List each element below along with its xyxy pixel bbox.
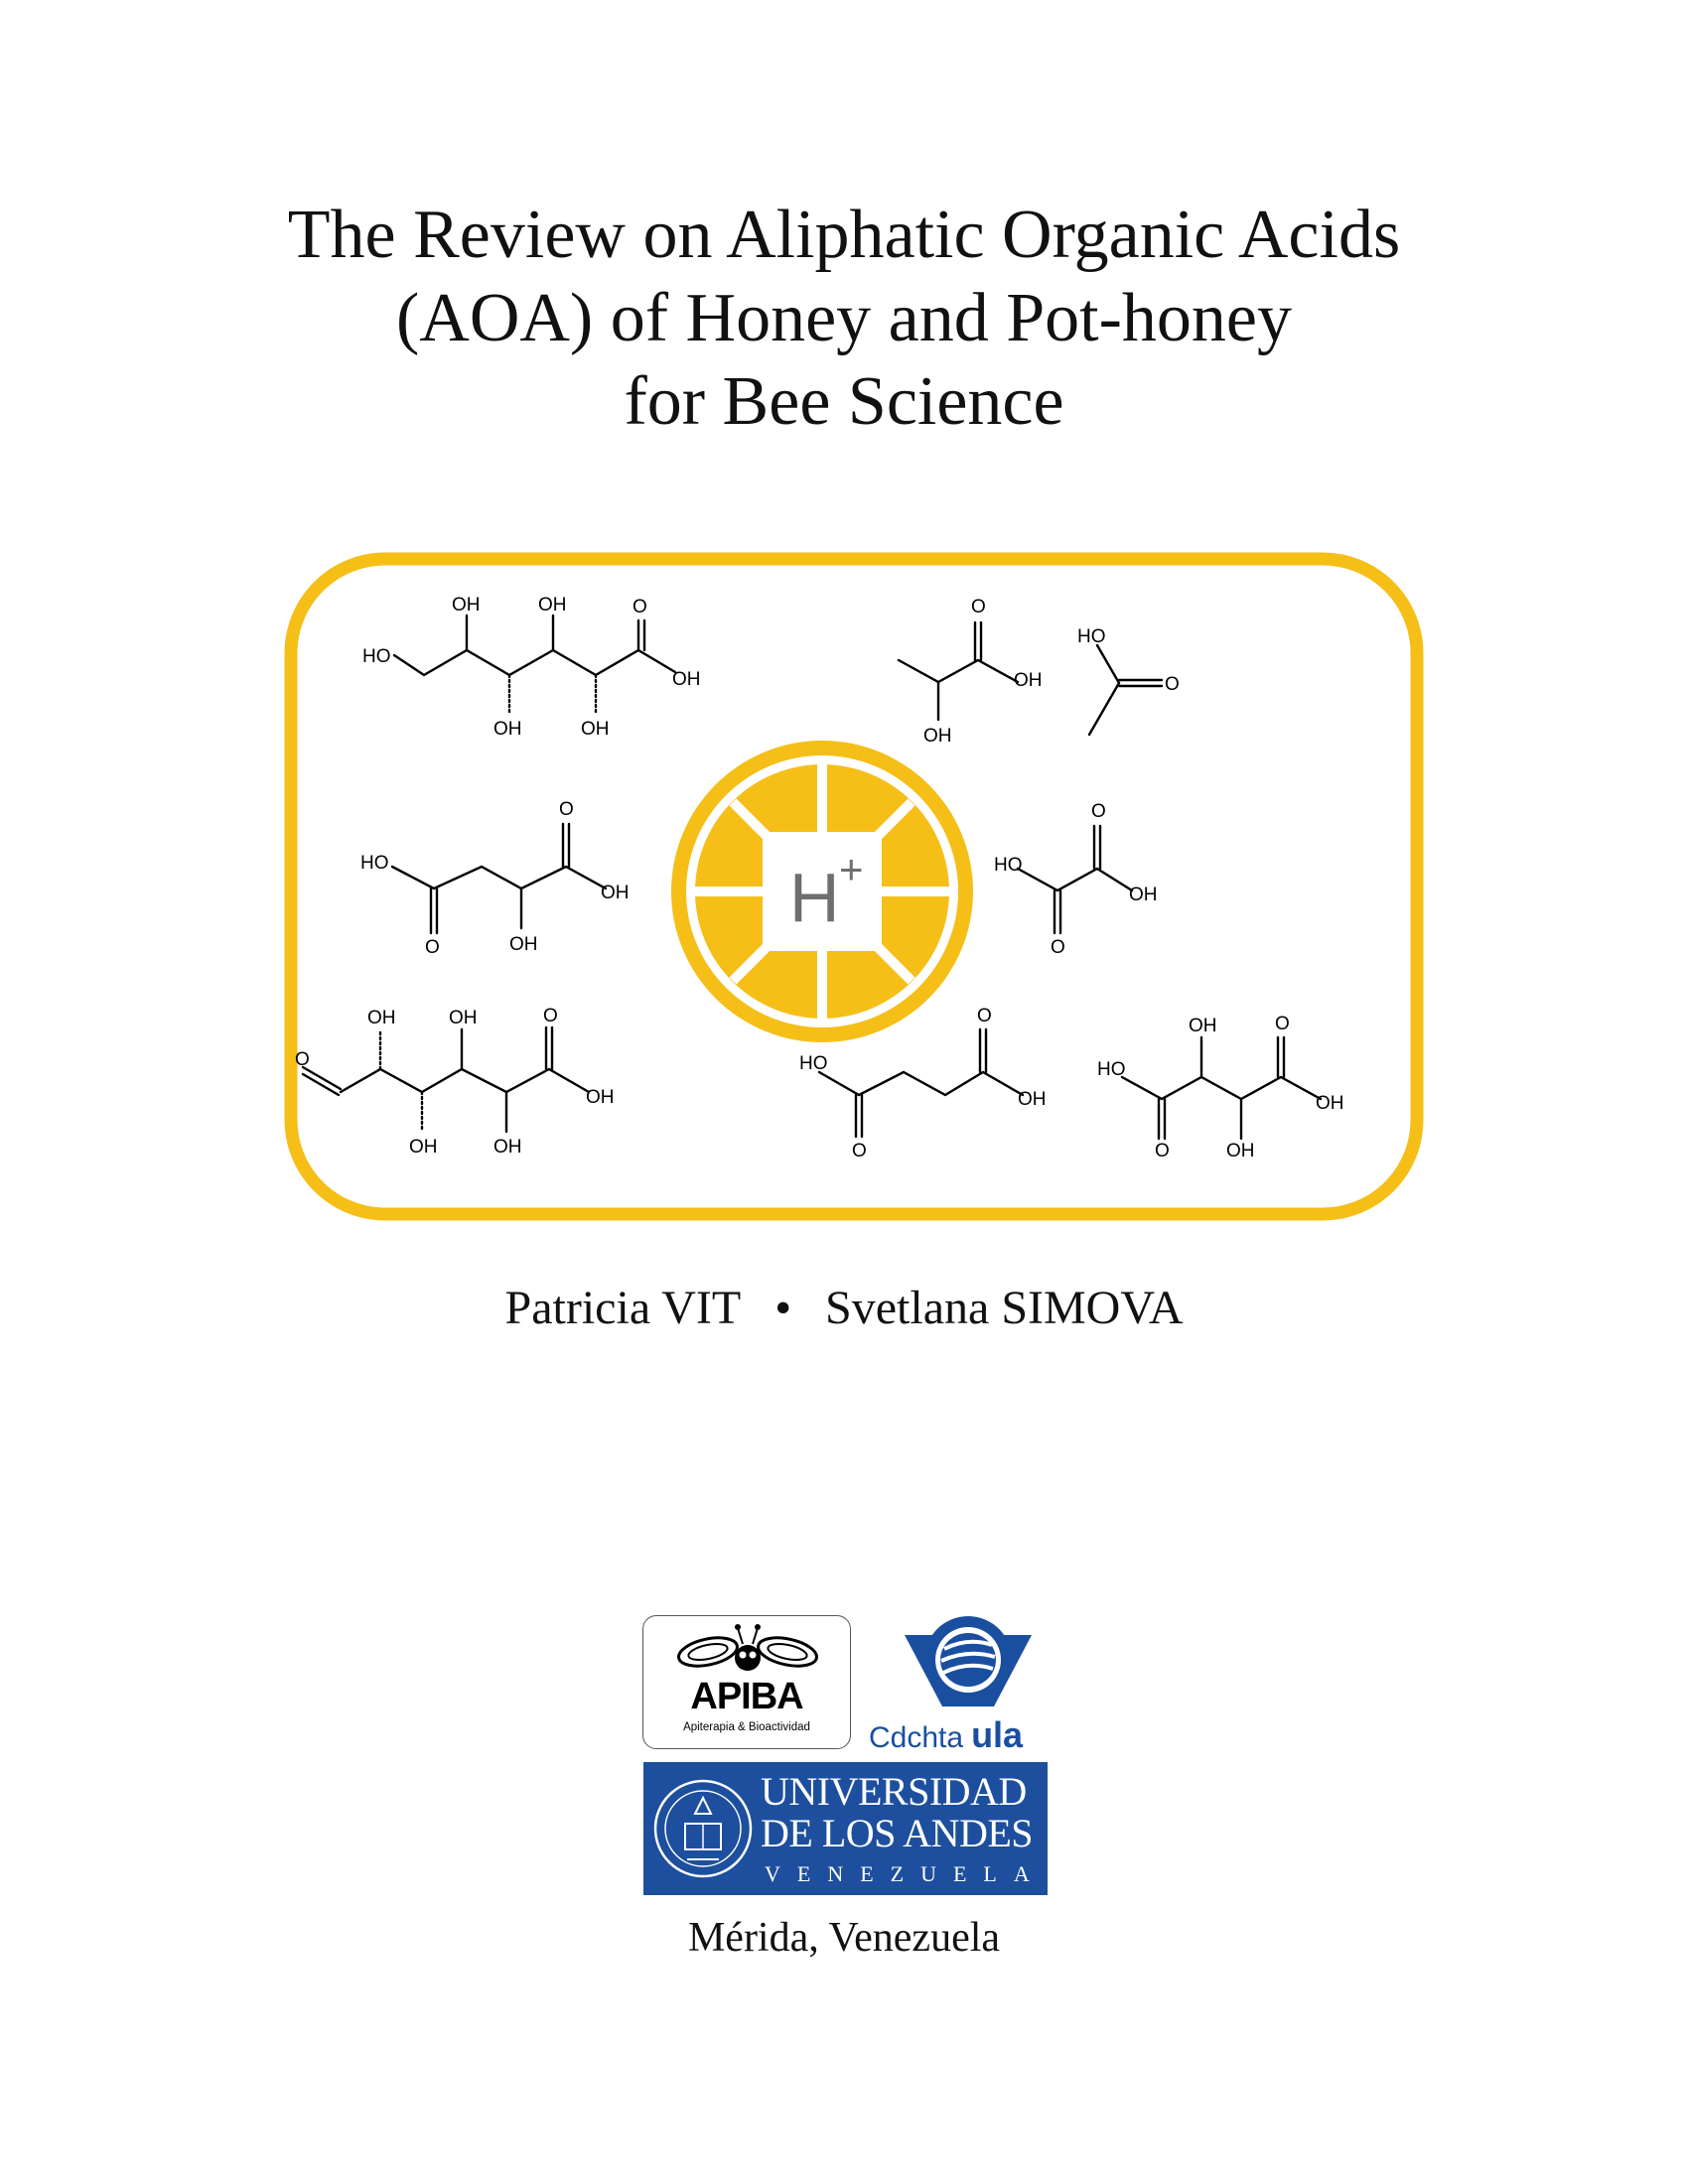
author-2: Svetlana SIMOVA: [825, 1282, 1184, 1334]
svg-text:OH: OH: [601, 883, 630, 903]
svg-text:OH: OH: [672, 669, 701, 690]
ula-line-2: DE LOS ANDES: [761, 1811, 1034, 1855]
acid-structures-diagram: [283, 551, 1425, 1226]
plus-superscript: +: [839, 846, 864, 892]
svg-text:O: O: [633, 597, 647, 617]
acetic-acid-structure: [1089, 645, 1162, 735]
title-line-3: for Bee Science: [624, 363, 1064, 440]
svg-text:OH: OH: [1316, 1093, 1344, 1114]
oxalic-acid-structure: [1018, 826, 1132, 933]
svg-text:HO: HO: [1077, 626, 1106, 647]
svg-text:OH: OH: [581, 719, 610, 740]
svg-text:O: O: [1275, 1014, 1290, 1034]
malic-acid-structure: [392, 824, 606, 933]
author-separator: •: [774, 1282, 792, 1334]
svg-text:OH: OH: [1129, 885, 1158, 905]
title-line-1: The Review on Aliphatic Organic Acids: [287, 197, 1401, 273]
svg-text:O: O: [295, 1049, 310, 1070]
cdchta-emblem-icon: [869, 1615, 1067, 1714]
svg-text:OH: OH: [586, 1087, 615, 1108]
svg-text:O: O: [971, 597, 986, 617]
tartaric-acid-structure: [1122, 1037, 1321, 1139]
universidad-de-los-andes-logo: [643, 1762, 1048, 1895]
cdchta-text: Cdchta: [869, 1721, 964, 1754]
svg-text:O: O: [977, 1006, 992, 1026]
book-title: [0, 194, 1688, 444]
svg-text:OH: OH: [452, 595, 481, 615]
svg-text:OH: OH: [367, 1008, 396, 1028]
svg-text:OH: OH: [923, 726, 952, 747]
svg-text:OH: OH: [1014, 670, 1043, 691]
svg-text:OH: OH: [1189, 1016, 1217, 1036]
svg-text:HO: HO: [362, 646, 391, 667]
svg-text:OH: OH: [509, 934, 538, 955]
svg-text:OH: OH: [493, 719, 522, 740]
svg-text:O: O: [1165, 674, 1180, 695]
lactic-acid-structure: [899, 622, 1018, 720]
svg-text:OH: OH: [449, 1008, 478, 1028]
author-1: Patricia VIT: [504, 1282, 742, 1334]
svg-text:HO: HO: [994, 855, 1023, 876]
author-line: [0, 1281, 1688, 1335]
cover-figure-organic-acids: [283, 551, 1425, 1226]
svg-text:O: O: [1155, 1141, 1170, 1161]
svg-text:O: O: [543, 1006, 558, 1026]
svg-text:O: O: [852, 1141, 867, 1161]
svg-text:OH: OH: [493, 1137, 522, 1158]
apiba-name: APIBA: [690, 1676, 803, 1717]
svg-text:OH: OH: [409, 1137, 438, 1158]
ula-text: ula: [971, 1714, 1024, 1755]
glucuronic-acid-structure: [303, 1027, 589, 1132]
svg-text:O: O: [1091, 801, 1106, 822]
svg-text:O: O: [425, 937, 440, 958]
apiba-subtitle: Apiterapia & Bioactividad: [683, 1721, 810, 1733]
svg-text:OH: OH: [538, 595, 567, 615]
svg-text:OH: OH: [1226, 1141, 1255, 1161]
ula-line-3: VENEZUELA: [765, 1861, 1047, 1886]
svg-text:HO: HO: [360, 853, 389, 874]
h-symbol: H: [789, 859, 840, 936]
succinic-acid-structure: [819, 1029, 1023, 1137]
svg-text:HO: HO: [1097, 1059, 1126, 1080]
svg-text:O: O: [559, 799, 574, 820]
bee-icon: [668, 1622, 827, 1678]
apiba-logo: [642, 1615, 851, 1749]
svg-text:OH: OH: [1018, 1089, 1047, 1110]
svg-text:O: O: [1051, 937, 1065, 958]
gluconic-acid-structure: [394, 615, 675, 715]
title-line-2: (AOA) of Honey and Pot-honey: [395, 280, 1293, 356]
university-seal-icon: [651, 1772, 755, 1885]
citrus-h-plus-emblem: [671, 741, 973, 1042]
svg-text:HO: HO: [799, 1053, 828, 1074]
publication-place: Mérida, Venezuela: [687, 1915, 1001, 1961]
ula-line-1: UNIVERSIDAD: [761, 1769, 1027, 1814]
cdchta-ula-logo: [869, 1615, 1067, 1754]
